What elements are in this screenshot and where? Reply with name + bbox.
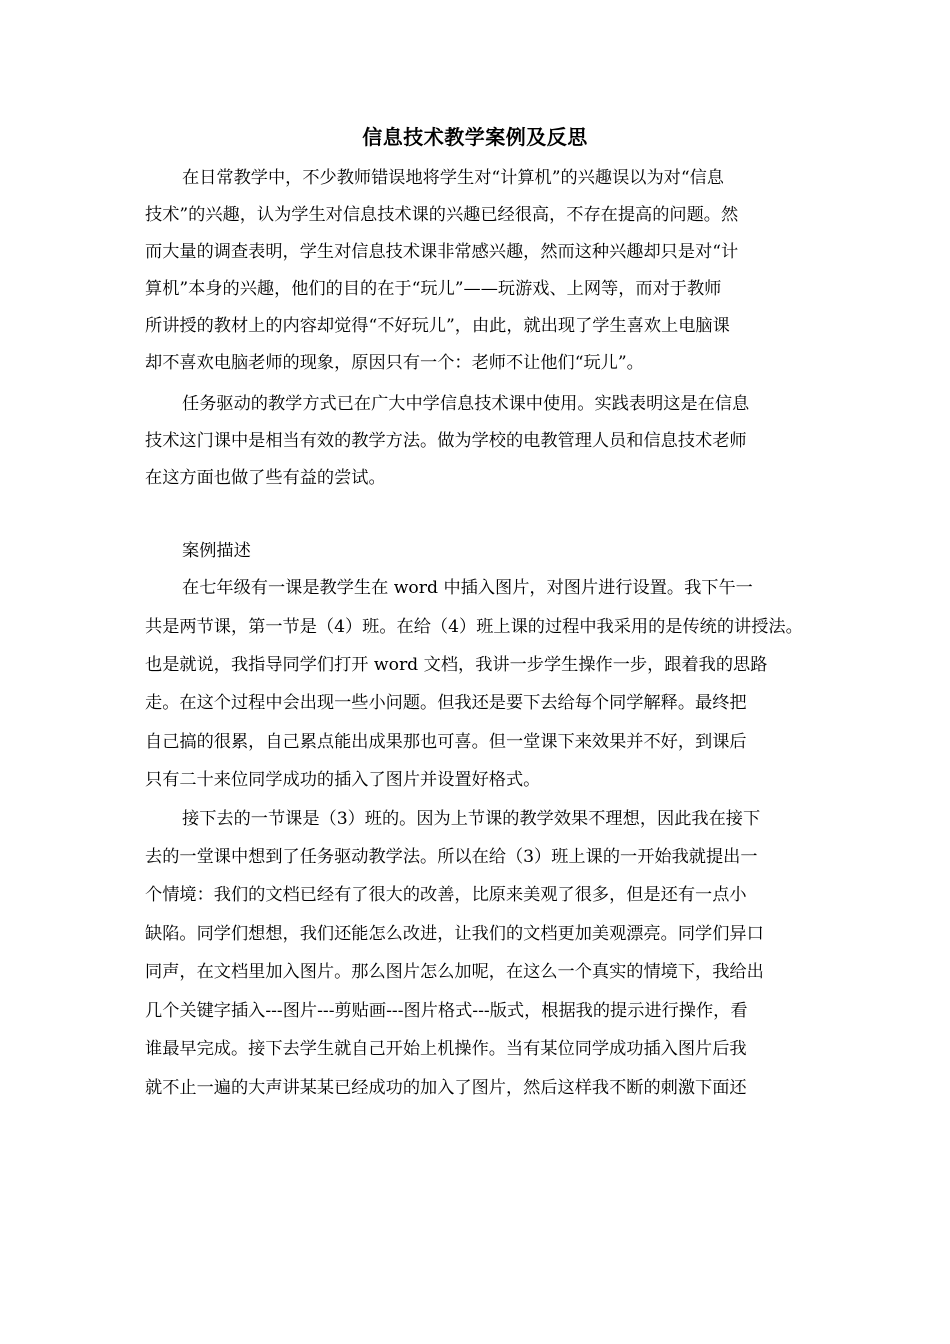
paragraph-line: 走。在这个过程中会出现一些小问题。但我还是要下去给每个同学解释。最终把: [145, 693, 747, 713]
paragraph-line: 自己搞的很累，自己累点能出成果那也可喜。但一堂课下来效果并不好，到课后: [145, 732, 747, 752]
paragraph-line: 算机”本身的兴趣，他们的目的在于“玩儿”——玩游戏、上网等，而对于教师: [145, 279, 722, 299]
paragraph-line: 几个关键字插入---图片---剪贴画---图片格式---版式，根据我的提示进行操作，看: [145, 1001, 748, 1021]
paragraph-line: 缺陷。同学们想想，我们还能怎么改进，让我们的文档更加美观漂亮。同学们异口: [145, 924, 764, 944]
paragraph-line: 个情境：我们的文档已经有了很大的改善，比原来美观了很多，但是还有一点小: [145, 885, 747, 905]
paragraph-line: 技术”的兴趣，认为学生对信息技术课的兴趣已经很高，不存在提高的问题。然: [145, 205, 739, 225]
paragraph-line: 在日常教学中，不少教师错误地将学生对“计算机”的兴趣误以为对“信息: [182, 168, 724, 188]
paragraph-line: 而大量的调查表明，学生对信息技术课非常感兴趣，然而这种兴趣却只是对“计: [145, 242, 739, 262]
paragraph-line: 去的一堂课中想到了任务驱动教学法。所以在给（3）班上课的一开始我就提出一: [145, 847, 758, 867]
paragraph-line: 在七年级有一课是教学生在 word 中插入图片，对图片进行设置。我下午一: [182, 578, 753, 598]
paragraph-line: 就不止一遍的大声讲某某已经成功的加入了图片，然后这样我不断的刺激下面还: [145, 1078, 747, 1098]
section-heading: 案例描述: [182, 541, 251, 561]
paragraph-line: 在这方面也做了些有益的尝试。: [145, 468, 386, 488]
paragraph-line: 技术这门课中是相当有效的教学方法。做为学校的电教管理人员和信息技术老师: [145, 431, 747, 451]
paragraph-line: 共是两节课，第一节是（4）班。在给（4）班上课的过程中我采用的是传统的讲授法。: [145, 617, 803, 637]
paragraph-line: 只有二十来位同学成功的插入了图片并设置好格式。: [145, 770, 541, 790]
paragraph-line: 任务驱动的教学方式已在广大中学信息技术课中使用。实践表明这是在信息: [182, 394, 750, 414]
paragraph-line: 却不喜欢电脑老师的现象，原因只有一个：老师不让他们“玩儿”。: [145, 353, 644, 373]
paragraph-line: 所讲授的教材上的内容却觉得“不好玩儿”，由此，就出现了学生喜欢上电脑课: [145, 316, 730, 336]
paragraph-line: 也是就说，我指导同学们打开 word 文档，我讲一步学生操作一步，跟着我的思路: [145, 655, 768, 675]
paragraph-line: 谁最早完成。接下去学生就自己开始上机操作。当有某位同学成功插入图片后我: [145, 1039, 747, 1059]
paragraph-line: 接下去的一节课是（3）班的。因为上节课的教学效果不理想，因此我在接下: [182, 809, 761, 829]
document-title: 信息技术教学案例及反思: [362, 125, 588, 149]
paragraph-line: 同声，在文档里加入图片。那么图片怎么加呢，在这么一个真实的情境下，我给出: [145, 962, 764, 982]
